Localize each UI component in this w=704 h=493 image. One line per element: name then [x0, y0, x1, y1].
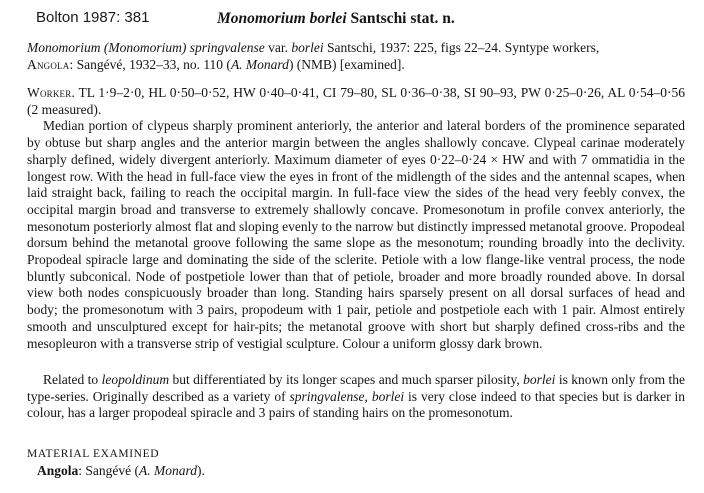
- material-heading: MATERIAL EXAMINED: [27, 448, 160, 460]
- material-collector: A. Monard: [139, 462, 197, 478]
- species-ref-borlei: borlei: [523, 372, 556, 387]
- measurement-values: . TL 1·9–2·0, HL 0·50–0·52, HW 0·40–0·41, CI 79–80, SL 0·36–0·38, SI 90–93, PW 0·25–0·26, AL 0·54–0·56 (2 measured).: [27, 85, 685, 117]
- citation-tag: Bolton 1987: 381: [36, 9, 150, 26]
- material-locality: : Sangévé (: [78, 462, 139, 478]
- synonym-epithet: borlei: [291, 40, 324, 55]
- type-repository: ) (NMB) [examined].: [288, 56, 405, 72]
- species-author: Santschi: [346, 10, 411, 27]
- synonym-name: Monomorium (Monomorium) springvalense: [27, 40, 265, 55]
- species-ref-leopoldinum: leopoldinum: [101, 372, 170, 387]
- remarks-text: but differentiated by its longer scapes and much sparser pilosity,: [169, 372, 524, 387]
- worker-measurements: [27, 85, 685, 118]
- species-name: Monomorium borlei: [217, 10, 347, 27]
- type-locality: : Sangévé, 1932–33, no. 110 (: [69, 56, 231, 72]
- remarks-text: is very close indeed to that species but is darker in colour, has a larger propodeal spiracle and 3 pairs of standing hairs on the promesonotum.: [27, 388, 686, 421]
- synonymy-entry: [27, 40, 685, 73]
- species-heading: [217, 10, 455, 28]
- material-examined: [27, 446, 685, 479]
- material-country: Angola: [37, 462, 79, 478]
- synonym-citation: Santschi, 1937: 225, figs 22–24. Syntype workers,: [323, 40, 600, 55]
- material-record: [27, 463, 685, 480]
- material-end: ).: [197, 462, 205, 478]
- species-status: stat. n.: [410, 10, 455, 27]
- worker-description: [27, 85, 685, 352]
- caste-label: Worker: [27, 85, 72, 100]
- remarks-text: is known only from the type-series. Originally described as a variety of: [27, 372, 685, 404]
- species-ref-borlei: borlei: [371, 388, 405, 404]
- worker-diagnosis: Median portion of clypeus sharply prominent anteriorly, the anterior and lateral borders of the prominence separated by obtuse but sharp angles and the anterior margin between the angles shallowly concave. Clypeal carinae moderately sharply defined, widely divergent anteriorly. Maximum diameter of eyes 0·22–0·24 × HW and with 7 ommatidia in the longest row. With the head in full-face view the eyes in front of the midlength of the sides and the antennal scapes, when laid straight back, failing to reach the occipital margin. In full-face view the sides of the head very feebly convex, the occipital margin broad and transverse to extremely shallowly concave. Promesonotum in profile convex anteriorly, the mesonotum posteriorly almost flat and sloping evenly to the narrow but distinctly impressed metanotal groove. Propodeal dorsum behind the metanotal groove following the same slope as the mesonotum; rounding broadly into the declivity. Propodeal spiracle large and dominating the side of the sclerite. Petiole with a low flange-like ventral process, the node bluntly subconical. Node of postpetiole lower than that of petiole, broader and more broadly rounded above. In dorsal view both nodes conspicuously broader than long. Standing hairs sparsely present on all dorsal surfaces of head and body; the promesonotum with 3 pairs, propodeum with 1 pair, petiole and postpetiole each with 1 pair. Almost entirely smooth and unsculptured except for hair-pits; the metanotal groove with short but sharply defined cross-ribs and the mesopleuron with a transverse strip of vestigial sculpture. Colour a uniform glossy dark brown.: [27, 118, 685, 351]
- synonym-rank: var.: [264, 40, 292, 55]
- type-collector: A. Monard: [230, 56, 289, 72]
- species-ref-springvalense: springvalense: [289, 388, 365, 404]
- remarks-text: ,: [364, 388, 372, 404]
- remarks-paragraph: [27, 372, 685, 422]
- remarks-text: Related to: [43, 372, 102, 387]
- type-country: Angola: [27, 56, 70, 72]
